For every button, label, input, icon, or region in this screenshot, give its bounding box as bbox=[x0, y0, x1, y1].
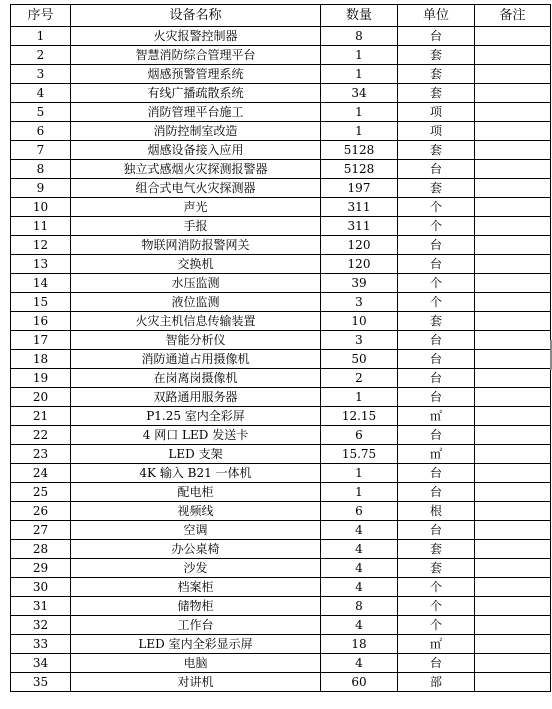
row-quantity: 15.75 bbox=[321, 445, 398, 464]
row-remarks bbox=[475, 274, 551, 293]
row-index: 28 bbox=[11, 540, 71, 559]
row-equipment-name: 办公桌椅 bbox=[71, 540, 321, 559]
header-remarks: 备注 bbox=[475, 5, 551, 27]
row-quantity: 18 bbox=[321, 635, 398, 654]
row-remarks bbox=[475, 103, 551, 122]
row-equipment-name: 物联网消防报警网关 bbox=[71, 236, 321, 255]
row-unit: ㎡ bbox=[398, 407, 475, 426]
row-quantity: 1 bbox=[321, 65, 398, 84]
table-row bbox=[11, 331, 551, 350]
row-unit: 套 bbox=[398, 141, 475, 160]
row-remarks bbox=[475, 654, 551, 673]
row-remarks bbox=[475, 312, 551, 331]
header-row bbox=[11, 5, 551, 27]
row-quantity: 8 bbox=[321, 597, 398, 616]
row-equipment-name: 智能分析仪 bbox=[71, 331, 321, 350]
row-unit: ㎡ bbox=[398, 445, 475, 464]
row-quantity: 4 bbox=[321, 540, 398, 559]
row-quantity: 1 bbox=[321, 103, 398, 122]
row-remarks bbox=[475, 426, 551, 445]
row-unit: 台 bbox=[398, 464, 475, 483]
row-equipment-name: 4K 输入 B21 一体机 bbox=[71, 464, 321, 483]
row-remarks bbox=[475, 255, 551, 274]
row-equipment-name: 交换机 bbox=[71, 255, 321, 274]
row-unit: 个 bbox=[398, 616, 475, 635]
table-row bbox=[11, 426, 551, 445]
row-equipment-name: 水压监测 bbox=[71, 274, 321, 293]
row-equipment-name: 有线广播疏散系统 bbox=[71, 84, 321, 103]
row-remarks bbox=[475, 141, 551, 160]
table-row bbox=[11, 673, 551, 692]
table-row bbox=[11, 84, 551, 103]
row-index: 15 bbox=[11, 293, 71, 312]
table-row bbox=[11, 141, 551, 160]
row-equipment-name: 档案柜 bbox=[71, 578, 321, 597]
row-remarks bbox=[475, 673, 551, 692]
row-index: 4 bbox=[11, 84, 71, 103]
row-index: 9 bbox=[11, 179, 71, 198]
row-quantity: 4 bbox=[321, 616, 398, 635]
row-remarks bbox=[475, 502, 551, 521]
row-remarks bbox=[475, 331, 551, 350]
table-row bbox=[11, 198, 551, 217]
row-index: 2 bbox=[11, 46, 71, 65]
row-index: 29 bbox=[11, 559, 71, 578]
table-row bbox=[11, 217, 551, 236]
row-unit: ㎡ bbox=[398, 635, 475, 654]
equipment-table bbox=[10, 4, 551, 692]
row-index: 13 bbox=[11, 255, 71, 274]
row-equipment-name: 声光 bbox=[71, 198, 321, 217]
row-quantity: 4 bbox=[321, 559, 398, 578]
row-equipment-name: 沙发 bbox=[71, 559, 321, 578]
row-remarks bbox=[475, 65, 551, 84]
table-row bbox=[11, 255, 551, 274]
table-row bbox=[11, 27, 551, 46]
row-index: 10 bbox=[11, 198, 71, 217]
row-equipment-name: LED 支架 bbox=[71, 445, 321, 464]
row-remarks bbox=[475, 369, 551, 388]
row-remarks bbox=[475, 388, 551, 407]
row-index: 31 bbox=[11, 597, 71, 616]
row-index: 25 bbox=[11, 483, 71, 502]
row-unit: 套 bbox=[398, 84, 475, 103]
row-equipment-name: 储物柜 bbox=[71, 597, 321, 616]
row-quantity: 6 bbox=[321, 502, 398, 521]
row-equipment-name: 独立式感烟火灾探测报警器 bbox=[71, 160, 321, 179]
header-equipment-name: 设备名称 bbox=[71, 5, 321, 27]
row-unit: 套 bbox=[398, 312, 475, 331]
row-quantity: 3 bbox=[321, 331, 398, 350]
row-quantity: 8 bbox=[321, 27, 398, 46]
row-equipment-name: 液位监测 bbox=[71, 293, 321, 312]
row-quantity: 50 bbox=[321, 350, 398, 369]
row-equipment-name: 消防管理平台施工 bbox=[71, 103, 321, 122]
table-row bbox=[11, 350, 551, 369]
row-unit: 台 bbox=[398, 369, 475, 388]
row-remarks bbox=[475, 635, 551, 654]
row-quantity: 10 bbox=[321, 312, 398, 331]
row-equipment-name: 组合式电气火灾探测器 bbox=[71, 179, 321, 198]
row-equipment-name: 配电柜 bbox=[71, 483, 321, 502]
row-quantity: 12.15 bbox=[321, 407, 398, 426]
row-remarks bbox=[475, 236, 551, 255]
row-equipment-name: P1.25 室内全彩屏 bbox=[71, 407, 321, 426]
row-quantity: 60 bbox=[321, 673, 398, 692]
row-unit: 台 bbox=[398, 521, 475, 540]
row-index: 7 bbox=[11, 141, 71, 160]
row-index: 23 bbox=[11, 445, 71, 464]
row-remarks bbox=[475, 217, 551, 236]
row-index: 11 bbox=[11, 217, 71, 236]
row-index: 19 bbox=[11, 369, 71, 388]
row-quantity: 311 bbox=[321, 198, 398, 217]
table-row bbox=[11, 179, 551, 198]
row-remarks bbox=[475, 540, 551, 559]
row-unit: 项 bbox=[398, 103, 475, 122]
row-quantity: 5128 bbox=[321, 141, 398, 160]
row-remarks bbox=[475, 293, 551, 312]
table-row bbox=[11, 540, 551, 559]
row-index: 32 bbox=[11, 616, 71, 635]
row-quantity: 39 bbox=[321, 274, 398, 293]
row-index: 21 bbox=[11, 407, 71, 426]
row-unit: 台 bbox=[398, 483, 475, 502]
row-index: 24 bbox=[11, 464, 71, 483]
row-quantity: 1 bbox=[321, 483, 398, 502]
row-quantity: 34 bbox=[321, 84, 398, 103]
row-quantity: 311 bbox=[321, 217, 398, 236]
row-unit: 个 bbox=[398, 597, 475, 616]
table-row bbox=[11, 521, 551, 540]
table-row bbox=[11, 445, 551, 464]
row-index: 17 bbox=[11, 331, 71, 350]
row-index: 30 bbox=[11, 578, 71, 597]
header-index: 序号 bbox=[11, 5, 71, 27]
table-row bbox=[11, 578, 551, 597]
row-equipment-name: 消防通道占用摄像机 bbox=[71, 350, 321, 369]
row-quantity: 1 bbox=[321, 464, 398, 483]
row-quantity: 4 bbox=[321, 654, 398, 673]
table-row bbox=[11, 597, 551, 616]
row-index: 5 bbox=[11, 103, 71, 122]
row-equipment-name: 智慧消防综合管理平台 bbox=[71, 46, 321, 65]
row-index: 16 bbox=[11, 312, 71, 331]
row-index: 22 bbox=[11, 426, 71, 445]
row-unit: 台 bbox=[398, 27, 475, 46]
table-row bbox=[11, 160, 551, 179]
table-row bbox=[11, 65, 551, 84]
table-row bbox=[11, 502, 551, 521]
row-unit: 台 bbox=[398, 255, 475, 274]
row-equipment-name: 烟感预警管理系统 bbox=[71, 65, 321, 84]
row-equipment-name: 在岗离岗摄像机 bbox=[71, 369, 321, 388]
table-row bbox=[11, 312, 551, 331]
table-row bbox=[11, 407, 551, 426]
row-remarks bbox=[475, 198, 551, 217]
row-remarks bbox=[475, 46, 551, 65]
table-row bbox=[11, 388, 551, 407]
row-quantity: 6 bbox=[321, 426, 398, 445]
row-index: 20 bbox=[11, 388, 71, 407]
row-equipment-name: 双路通用服务器 bbox=[71, 388, 321, 407]
row-quantity: 5128 bbox=[321, 160, 398, 179]
row-unit: 部 bbox=[398, 673, 475, 692]
row-unit: 台 bbox=[398, 236, 475, 255]
row-equipment-name: 烟感设备接入应用 bbox=[71, 141, 321, 160]
row-quantity: 1 bbox=[321, 122, 398, 141]
row-equipment-name: 电脑 bbox=[71, 654, 321, 673]
row-unit: 个 bbox=[398, 274, 475, 293]
row-equipment-name: LED 室内全彩显示屏 bbox=[71, 635, 321, 654]
row-equipment-name: 火灾报警控制器 bbox=[71, 27, 321, 46]
row-equipment-name: 空调 bbox=[71, 521, 321, 540]
row-remarks bbox=[475, 122, 551, 141]
row-equipment-name: 视频线 bbox=[71, 502, 321, 521]
table-row bbox=[11, 654, 551, 673]
row-equipment-name: 火灾主机信息传输装置 bbox=[71, 312, 321, 331]
row-unit: 台 bbox=[398, 654, 475, 673]
row-remarks bbox=[475, 160, 551, 179]
row-equipment-name: 手报 bbox=[71, 217, 321, 236]
row-remarks bbox=[475, 350, 551, 369]
table-row bbox=[11, 236, 551, 255]
row-equipment-name: 消防控制室改造 bbox=[71, 122, 321, 141]
row-quantity: 197 bbox=[321, 179, 398, 198]
row-unit: 个 bbox=[398, 217, 475, 236]
row-unit: 台 bbox=[398, 426, 475, 445]
row-unit: 套 bbox=[398, 65, 475, 84]
row-quantity: 4 bbox=[321, 578, 398, 597]
row-unit: 台 bbox=[398, 331, 475, 350]
row-remarks bbox=[475, 597, 551, 616]
row-unit: 项 bbox=[398, 122, 475, 141]
row-unit: 套 bbox=[398, 46, 475, 65]
table-row bbox=[11, 274, 551, 293]
row-index: 33 bbox=[11, 635, 71, 654]
row-quantity: 120 bbox=[321, 236, 398, 255]
row-index: 3 bbox=[11, 65, 71, 84]
row-index: 34 bbox=[11, 654, 71, 673]
row-unit: 个 bbox=[398, 198, 475, 217]
table-row bbox=[11, 635, 551, 654]
row-equipment-name: 对讲机 bbox=[71, 673, 321, 692]
row-remarks bbox=[475, 483, 551, 502]
row-index: 8 bbox=[11, 160, 71, 179]
row-equipment-name: 4 网口 LED 发送卡 bbox=[71, 426, 321, 445]
table-row bbox=[11, 464, 551, 483]
row-unit: 套 bbox=[398, 559, 475, 578]
table-row bbox=[11, 293, 551, 312]
header-unit: 单位 bbox=[398, 5, 475, 27]
table-row bbox=[11, 616, 551, 635]
row-quantity: 4 bbox=[321, 521, 398, 540]
row-quantity: 120 bbox=[321, 255, 398, 274]
row-remarks bbox=[475, 27, 551, 46]
row-remarks bbox=[475, 84, 551, 103]
table-row bbox=[11, 46, 551, 65]
row-remarks bbox=[475, 464, 551, 483]
row-quantity: 1 bbox=[321, 46, 398, 65]
row-index: 14 bbox=[11, 274, 71, 293]
row-index: 12 bbox=[11, 236, 71, 255]
row-quantity: 2 bbox=[321, 369, 398, 388]
row-index: 26 bbox=[11, 502, 71, 521]
row-unit: 个 bbox=[398, 578, 475, 597]
row-unit: 台 bbox=[398, 350, 475, 369]
row-remarks bbox=[475, 616, 551, 635]
row-remarks bbox=[475, 578, 551, 597]
row-unit: 台 bbox=[398, 388, 475, 407]
header-quantity: 数量 bbox=[321, 5, 398, 27]
row-equipment-name: 工作台 bbox=[71, 616, 321, 635]
row-unit: 个 bbox=[398, 293, 475, 312]
row-remarks bbox=[475, 445, 551, 464]
row-index: 6 bbox=[11, 122, 71, 141]
table-row bbox=[11, 369, 551, 388]
row-index: 1 bbox=[11, 27, 71, 46]
row-index: 18 bbox=[11, 350, 71, 369]
table-row bbox=[11, 122, 551, 141]
row-quantity: 1 bbox=[321, 388, 398, 407]
table-row bbox=[11, 483, 551, 502]
row-index: 27 bbox=[11, 521, 71, 540]
row-remarks bbox=[475, 559, 551, 578]
row-unit: 套 bbox=[398, 540, 475, 559]
table-row bbox=[11, 103, 551, 122]
table-row bbox=[11, 559, 551, 578]
row-unit: 套 bbox=[398, 179, 475, 198]
row-unit: 根 bbox=[398, 502, 475, 521]
row-unit: 台 bbox=[398, 160, 475, 179]
row-index: 35 bbox=[11, 673, 71, 692]
row-remarks bbox=[475, 407, 551, 426]
row-remarks bbox=[475, 521, 551, 540]
row-remarks bbox=[475, 179, 551, 198]
row-quantity: 3 bbox=[321, 293, 398, 312]
